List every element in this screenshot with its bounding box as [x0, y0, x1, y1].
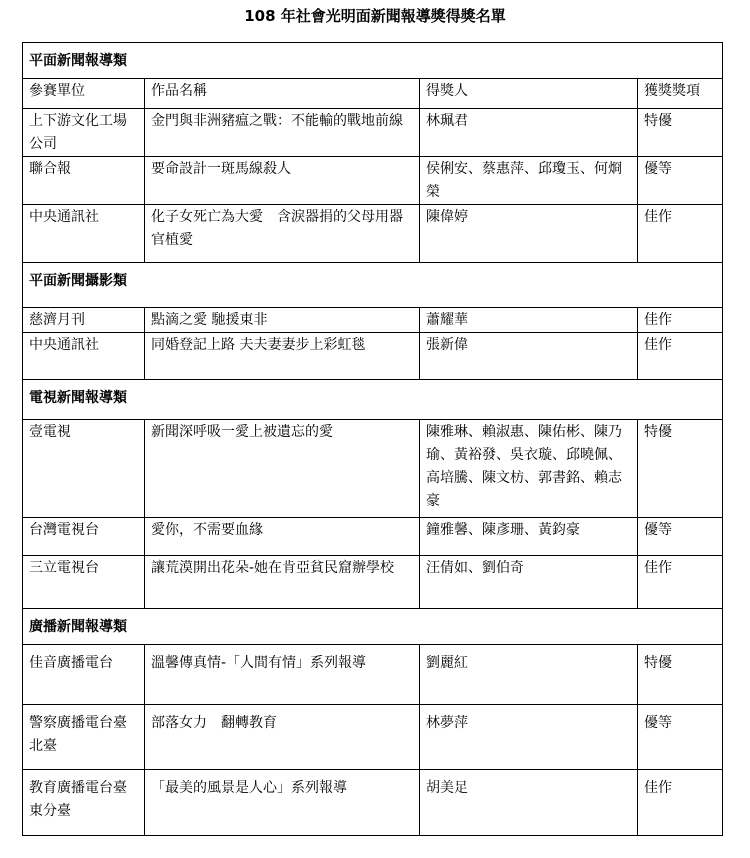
- award-cell: 特優: [638, 645, 723, 705]
- work-cell: 愛你，不需要血緣: [145, 518, 420, 556]
- unit-cell: 上下游文化工場公司: [23, 109, 145, 157]
- winners-cell: 劉麗紅: [420, 645, 638, 705]
- table-row: [23, 308, 723, 333]
- winners-cell: 胡美足: [420, 770, 638, 836]
- unit-cell: 三立電視台: [23, 556, 145, 609]
- table-row: [23, 205, 723, 263]
- unit-cell: 聯合報: [23, 157, 145, 205]
- unit-cell: 警察廣播電台臺北臺: [23, 705, 145, 770]
- table-row: [23, 770, 723, 836]
- unit-cell: 台灣電視台: [23, 518, 145, 556]
- award-cell: 特優: [638, 420, 723, 518]
- work-cell: 點滴之愛 馳援東非: [145, 308, 420, 333]
- section-header: 廣播新聞報導類: [23, 609, 723, 645]
- award-cell: 佳作: [638, 205, 723, 263]
- award-cell: 佳作: [638, 556, 723, 609]
- column-header-unit: 參賽單位: [23, 79, 145, 109]
- column-header-winners: 得獎人: [420, 79, 638, 109]
- column-header-award: 獲獎獎項: [638, 79, 723, 109]
- table-row: [23, 109, 723, 157]
- table-row: [23, 420, 723, 518]
- table-row: [23, 518, 723, 556]
- unit-cell: 壹電視: [23, 420, 145, 518]
- winners-cell: 林夢萍: [420, 705, 638, 770]
- table-row: [23, 645, 723, 705]
- award-cell: 特優: [638, 109, 723, 157]
- unit-cell: 中央通訊社: [23, 333, 145, 380]
- winners-cell: 侯俐安、蔡惠萍、邱瓊玉、何烱榮: [420, 157, 638, 205]
- award-table: [22, 42, 723, 836]
- work-cell: 「最美的風景是人心」系列報導: [145, 770, 420, 836]
- unit-cell: 佳音廣播電台: [23, 645, 145, 705]
- unit-cell: 教育廣播電台臺東分臺: [23, 770, 145, 836]
- winners-cell: 林珮君: [420, 109, 638, 157]
- section-header: 平面新聞報導類: [23, 43, 723, 79]
- award-cell: 優等: [638, 157, 723, 205]
- work-cell: 部落女力 翻轉教育: [145, 705, 420, 770]
- work-cell: 同婚登記上路 夫夫妻妻步上彩虹毯: [145, 333, 420, 380]
- winners-cell: 張新偉: [420, 333, 638, 380]
- work-cell: 溫馨傳真情-「人間有情」系列報導: [145, 645, 420, 705]
- table-row: [23, 333, 723, 380]
- section-header: 電視新聞報導類: [23, 380, 723, 420]
- award-cell: 佳作: [638, 333, 723, 380]
- page-title: 108 年社會光明面新聞報導獎得獎名單: [244, 7, 506, 25]
- column-header-work: 作品名稱: [145, 79, 420, 109]
- award-cell: 佳作: [638, 770, 723, 836]
- table-row: [23, 705, 723, 770]
- work-cell: 金門與非洲豬瘟之戰：不能輸的戰地前線: [145, 109, 420, 157]
- work-cell: 讓荒漠開出花朵-她在肯亞貧民窟辦學校: [145, 556, 420, 609]
- award-cell: 優等: [638, 705, 723, 770]
- winners-cell: 鐘雅馨、陳彥珊、黃鈞豪: [420, 518, 638, 556]
- table-row: [23, 157, 723, 205]
- winners-cell: 陳偉婷: [420, 205, 638, 263]
- award-cell: 佳作: [638, 308, 723, 333]
- winners-cell: 陳雅琳、賴淑惠、陳佑彬、陳乃瑜、黃裕發、吳衣璇、邱曉佩、高培騰、陳文枋、郭書銘、賴志豪: [420, 420, 638, 518]
- award-cell: 優等: [638, 518, 723, 556]
- work-cell: 新聞深呼吸一愛上被遺忘的愛: [145, 420, 420, 518]
- work-cell: 化子女死亡為大愛 含淚器捐的父母用器官植愛: [145, 205, 420, 263]
- unit-cell: 慈濟月刊: [23, 308, 145, 333]
- work-cell: 要命設計一斑馬線殺人: [145, 157, 420, 205]
- winners-cell: 汪倩如、劉伯奇: [420, 556, 638, 609]
- table-row: [23, 556, 723, 609]
- winners-cell: 蕭耀華: [420, 308, 638, 333]
- section-header: 平面新聞攝影類: [23, 263, 723, 308]
- unit-cell: 中央通訊社: [23, 205, 145, 263]
